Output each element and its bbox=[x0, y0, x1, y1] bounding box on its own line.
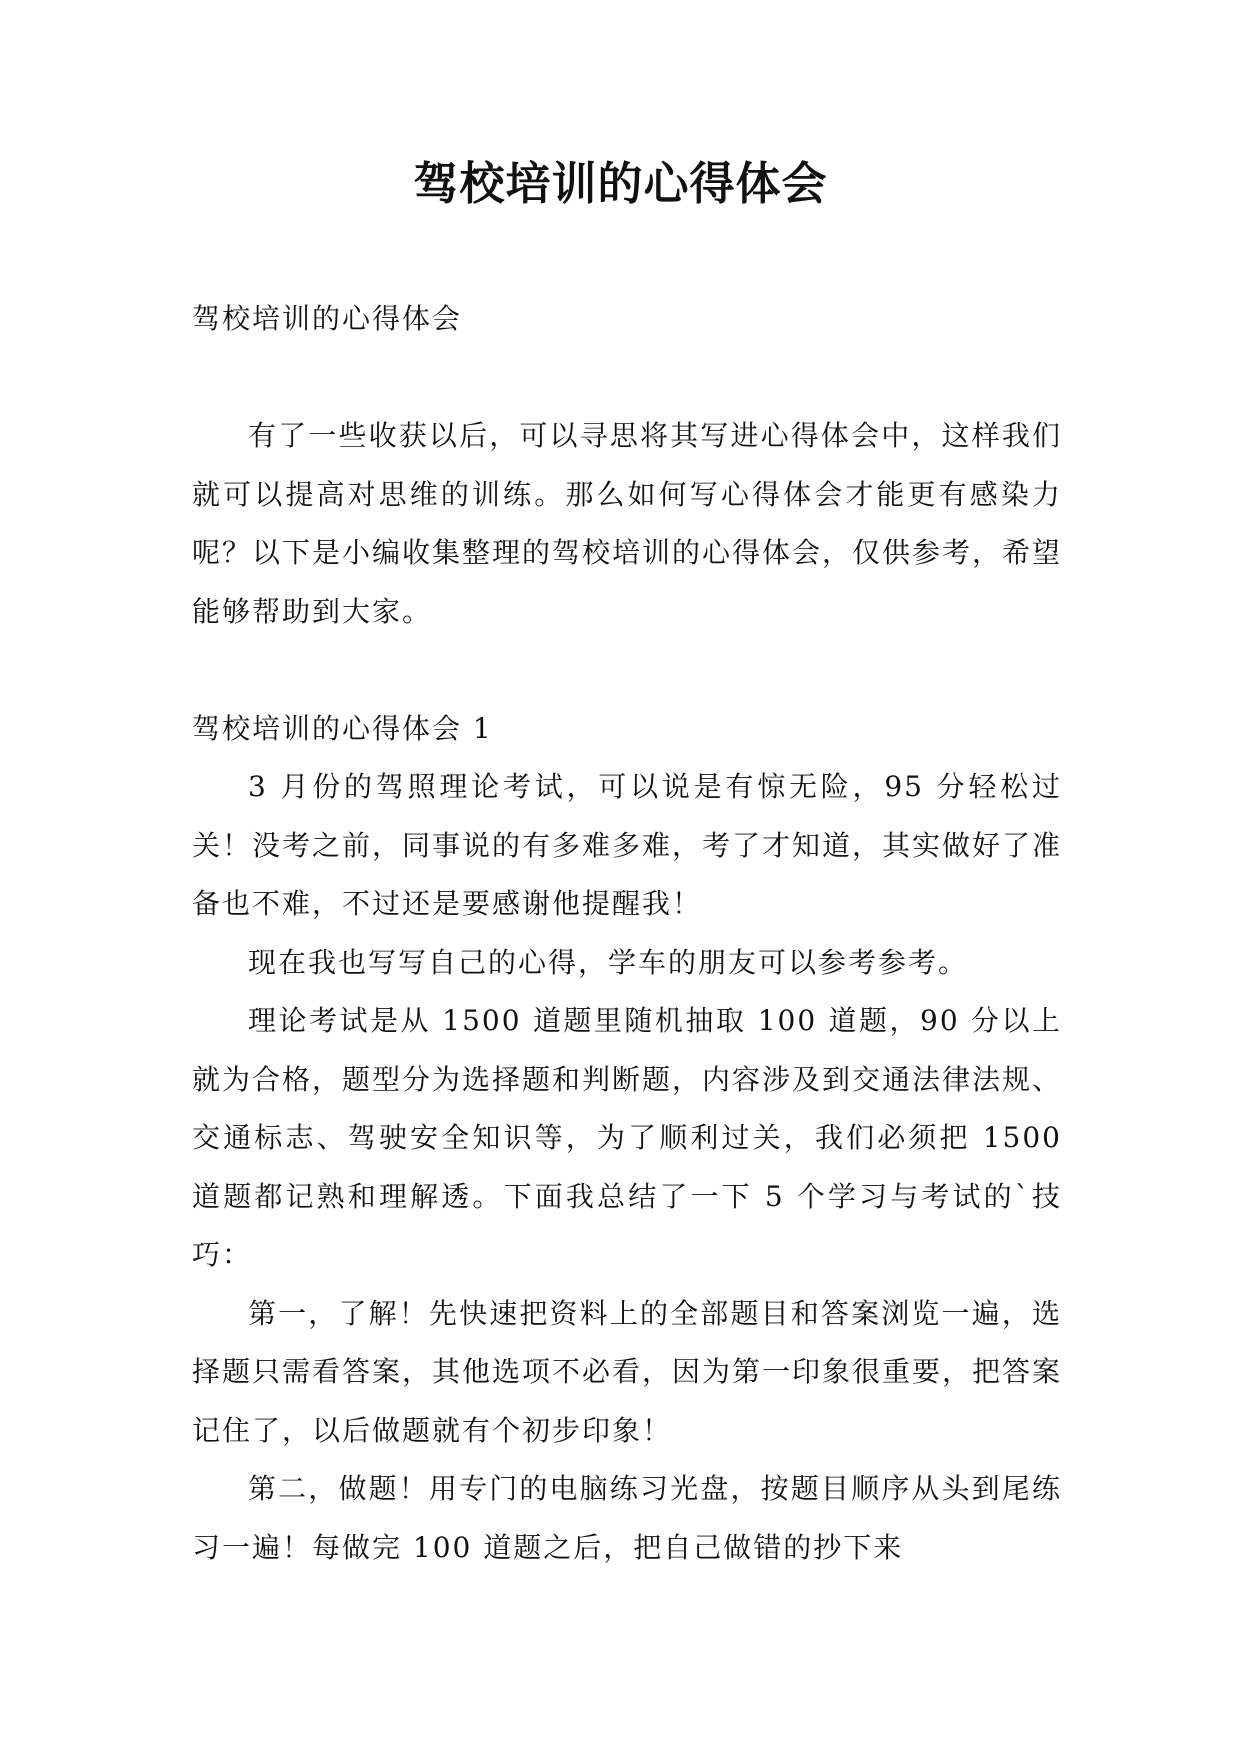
document-subtitle: 驾校培训的心得体会 bbox=[192, 302, 463, 335]
paragraph: 3 月份的驾照理论考试，可以说是有惊无险，95 分轻松过关！没考之前，同事说的有多难多难，考了才知道，其实做好了准备也不难，不过还是要感谢他提醒我！ bbox=[192, 770, 1063, 920]
paragraph: 现在我也写写自己的心得，学车的朋友可以参考参考。 bbox=[248, 945, 969, 979]
paragraph: 第二，做题！用专门的电脑练习光盘，按题目顺序从头到尾练习一遍！每做完 100 道题之后，把自己做错的抄下来 bbox=[192, 1472, 1062, 1564]
section-heading: 驾校培训的心得体会 1 bbox=[192, 711, 493, 745]
intro-paragraph: 有了一些收获以后，可以寻思将其写进心得体会中，这样我们就可以提高对思维的训练。那么如何写心得体会才能更有感染力呢？以下是小编收集整理的驾校培训的心得体会，仅供参考，希望能够帮助到大家。 bbox=[192, 419, 1063, 628]
document-body bbox=[192, 290, 1062, 1577]
document-title: 驾校培训的心得体会 bbox=[413, 157, 828, 210]
spacer bbox=[192, 641, 1062, 700]
spacer bbox=[192, 349, 1062, 408]
paragraph: 第一，了解！先快速把资料上的全部题目和答案浏览一遍，选择题只需看答案，其他选项不必看，因为第一印象很重要，把答案记住了，以后做题就有个初步印象！ bbox=[192, 1296, 1063, 1447]
paragraph: 理论考试是从 1500 道题里随机抽取 100 道题，90 分以上就为合格，题型分为选择题和判断题，内容涉及到交通法律法规、交通标志、驾驶安全知识等，为了顺利过关，我们必须把 1500 道题都记熟和理解透。下面我总结了一下 5 个学习与考试的`技巧： bbox=[192, 1004, 1063, 1271]
